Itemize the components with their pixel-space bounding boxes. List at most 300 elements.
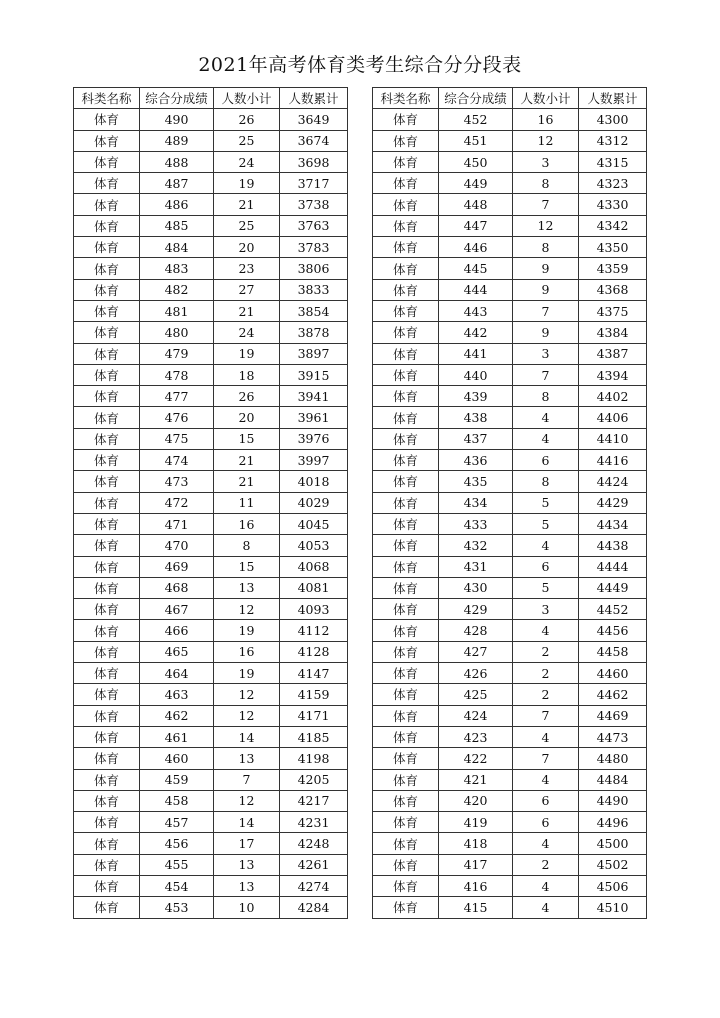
cell-cumulative: 4128 — [280, 641, 348, 662]
cell-cumulative: 4342 — [579, 215, 647, 236]
cell-cumulative: 4045 — [280, 513, 348, 534]
table-row — [74, 812, 348, 833]
cell-count: 7 — [513, 300, 579, 321]
table-row — [373, 215, 647, 236]
cell-count: 20 — [214, 407, 280, 428]
table-row — [373, 173, 647, 194]
cell-cumulative: 4449 — [579, 577, 647, 598]
cell-count: 16 — [214, 513, 280, 534]
table-row — [373, 556, 647, 577]
table-row — [74, 790, 348, 811]
cell-score: 417 — [439, 854, 513, 875]
table-row — [373, 386, 647, 407]
table-row — [373, 513, 647, 534]
cell-score: 489 — [140, 130, 214, 151]
cell-count: 8 — [214, 535, 280, 556]
table-row — [373, 620, 647, 641]
cell-category: 体育 — [373, 471, 439, 492]
cell-category: 体育 — [74, 492, 140, 513]
cell-cumulative: 4456 — [579, 620, 647, 641]
cell-cumulative: 3997 — [280, 450, 348, 471]
table-row — [74, 173, 348, 194]
cell-cumulative: 3783 — [280, 237, 348, 258]
table-row — [74, 492, 348, 513]
cell-count: 11 — [214, 492, 280, 513]
cell-category: 体育 — [74, 343, 140, 364]
cell-score: 433 — [439, 513, 513, 534]
cell-score: 426 — [439, 663, 513, 684]
cell-category: 体育 — [373, 258, 439, 279]
cell-cumulative: 4490 — [579, 790, 647, 811]
cell-category: 体育 — [373, 726, 439, 747]
cell-category: 体育 — [373, 875, 439, 896]
cell-count: 7 — [513, 194, 579, 215]
cell-cumulative: 3698 — [280, 151, 348, 172]
cell-category: 体育 — [373, 364, 439, 385]
cell-category: 体育 — [74, 407, 140, 428]
cell-count: 27 — [214, 279, 280, 300]
cell-count: 12 — [214, 705, 280, 726]
table-row — [74, 109, 348, 130]
cell-count: 13 — [214, 748, 280, 769]
cell-category: 体育 — [74, 258, 140, 279]
cell-count: 19 — [214, 620, 280, 641]
cell-cumulative: 4462 — [579, 684, 647, 705]
cell-count: 6 — [513, 790, 579, 811]
cell-cumulative: 4147 — [280, 663, 348, 684]
cell-cumulative: 4473 — [579, 726, 647, 747]
cell-category: 体育 — [74, 599, 140, 620]
table-row — [373, 577, 647, 598]
cell-category: 体育 — [373, 812, 439, 833]
table-row — [373, 343, 647, 364]
table-row — [74, 237, 348, 258]
cell-cumulative: 4029 — [280, 492, 348, 513]
header-count: 人数小计 — [513, 88, 579, 109]
cell-cumulative: 4480 — [579, 748, 647, 769]
table-row — [373, 790, 647, 811]
cell-cumulative: 4081 — [280, 577, 348, 598]
score-table-left — [73, 87, 348, 919]
cell-cumulative: 4496 — [579, 812, 647, 833]
cell-category: 体育 — [373, 407, 439, 428]
cell-cumulative: 4424 — [579, 471, 647, 492]
cell-count: 7 — [513, 748, 579, 769]
cell-count: 15 — [214, 556, 280, 577]
cell-count: 24 — [214, 151, 280, 172]
cell-cumulative: 4510 — [579, 897, 647, 918]
cell-count: 12 — [513, 215, 579, 236]
cell-score: 437 — [439, 428, 513, 449]
cell-count: 14 — [214, 812, 280, 833]
cell-score: 474 — [140, 450, 214, 471]
cell-count: 12 — [513, 130, 579, 151]
cell-count: 24 — [214, 322, 280, 343]
score-table-right — [372, 87, 647, 919]
cell-count: 12 — [214, 599, 280, 620]
table-row — [74, 726, 348, 747]
cell-category: 体育 — [373, 343, 439, 364]
cell-cumulative: 4053 — [280, 535, 348, 556]
table-row — [74, 535, 348, 556]
cell-score: 471 — [140, 513, 214, 534]
cell-count: 4 — [513, 428, 579, 449]
cell-cumulative: 4368 — [579, 279, 647, 300]
cell-cumulative: 4434 — [579, 513, 647, 534]
cell-count: 3 — [513, 151, 579, 172]
table-row — [373, 428, 647, 449]
cell-category: 体育 — [373, 450, 439, 471]
cell-cumulative: 4500 — [579, 833, 647, 854]
cell-score: 440 — [439, 364, 513, 385]
table-row — [74, 769, 348, 790]
cell-score: 434 — [439, 492, 513, 513]
cell-score: 441 — [439, 343, 513, 364]
table-row — [373, 322, 647, 343]
cell-count: 19 — [214, 173, 280, 194]
cell-category: 体育 — [373, 897, 439, 918]
table-row — [74, 407, 348, 428]
cell-score: 465 — [140, 641, 214, 662]
cell-score: 454 — [140, 875, 214, 896]
cell-category: 体育 — [74, 322, 140, 343]
cell-count: 17 — [214, 833, 280, 854]
cell-cumulative: 4429 — [579, 492, 647, 513]
cell-category: 体育 — [373, 599, 439, 620]
cell-count: 2 — [513, 854, 579, 875]
cell-category: 体育 — [74, 471, 140, 492]
header-count: 人数小计 — [214, 88, 280, 109]
cell-cumulative: 3649 — [280, 109, 348, 130]
cell-count: 2 — [513, 663, 579, 684]
cell-cumulative: 4416 — [579, 450, 647, 471]
cell-count: 5 — [513, 513, 579, 534]
cell-category: 体育 — [373, 492, 439, 513]
cell-count: 4 — [513, 897, 579, 918]
cell-score: 466 — [140, 620, 214, 641]
cell-score: 463 — [140, 684, 214, 705]
table-row — [74, 471, 348, 492]
table-row — [74, 364, 348, 385]
cell-category: 体育 — [373, 386, 439, 407]
cell-score: 442 — [439, 322, 513, 343]
cell-cumulative: 4402 — [579, 386, 647, 407]
cell-category: 体育 — [373, 109, 439, 130]
cell-cumulative: 3897 — [280, 343, 348, 364]
cell-category: 体育 — [74, 684, 140, 705]
cell-cumulative: 4093 — [280, 599, 348, 620]
cell-count: 4 — [513, 407, 579, 428]
cell-category: 体育 — [74, 300, 140, 321]
header-score: 综合分成绩 — [140, 88, 214, 109]
table-row — [74, 620, 348, 641]
cell-score: 458 — [140, 790, 214, 811]
table-row — [74, 875, 348, 896]
table-row — [373, 492, 647, 513]
header-cumulative: 人数累计 — [579, 88, 647, 109]
cell-score: 444 — [439, 279, 513, 300]
cell-category: 体育 — [373, 215, 439, 236]
cell-cumulative: 4312 — [579, 130, 647, 151]
cell-count: 23 — [214, 258, 280, 279]
cell-score: 473 — [140, 471, 214, 492]
cell-count: 8 — [513, 386, 579, 407]
cell-cumulative: 4284 — [280, 897, 348, 918]
table-row — [373, 875, 647, 896]
cell-cumulative: 4458 — [579, 641, 647, 662]
table-row — [74, 300, 348, 321]
table-row — [74, 513, 348, 534]
cell-score: 452 — [439, 109, 513, 130]
cell-category: 体育 — [74, 109, 140, 130]
cell-score: 425 — [439, 684, 513, 705]
cell-score: 490 — [140, 109, 214, 130]
cell-score: 450 — [439, 151, 513, 172]
cell-count: 25 — [214, 130, 280, 151]
cell-category: 体育 — [373, 663, 439, 684]
cell-count: 5 — [513, 492, 579, 513]
cell-category: 体育 — [74, 151, 140, 172]
cell-cumulative: 4359 — [579, 258, 647, 279]
cell-category: 体育 — [373, 748, 439, 769]
cell-count: 6 — [513, 812, 579, 833]
table-header-row — [373, 88, 647, 109]
cell-cumulative: 4469 — [579, 705, 647, 726]
cell-count: 10 — [214, 897, 280, 918]
cell-category: 体育 — [74, 428, 140, 449]
cell-score: 478 — [140, 364, 214, 385]
cell-category: 体育 — [74, 854, 140, 875]
cell-score: 482 — [140, 279, 214, 300]
cell-count: 4 — [513, 875, 579, 896]
table-row — [373, 833, 647, 854]
cell-count: 4 — [513, 535, 579, 556]
cell-count: 7 — [513, 705, 579, 726]
cell-cumulative: 4323 — [579, 173, 647, 194]
table-row — [74, 577, 348, 598]
cell-cumulative: 4438 — [579, 535, 647, 556]
cell-cumulative: 3806 — [280, 258, 348, 279]
header-category: 科类名称 — [373, 88, 439, 109]
cell-category: 体育 — [373, 237, 439, 258]
cell-count: 12 — [214, 684, 280, 705]
cell-score: 472 — [140, 492, 214, 513]
cell-score: 449 — [439, 173, 513, 194]
table-row — [74, 684, 348, 705]
cell-category: 体育 — [373, 769, 439, 790]
cell-category: 体育 — [74, 364, 140, 385]
cell-category: 体育 — [74, 450, 140, 471]
table-row — [373, 407, 647, 428]
cell-score: 419 — [439, 812, 513, 833]
cell-cumulative: 4394 — [579, 364, 647, 385]
cell-score: 427 — [439, 641, 513, 662]
cell-cumulative: 3717 — [280, 173, 348, 194]
table-row — [373, 854, 647, 875]
cell-score: 461 — [140, 726, 214, 747]
cell-cumulative: 3961 — [280, 407, 348, 428]
cell-cumulative: 4205 — [280, 769, 348, 790]
cell-category: 体育 — [373, 641, 439, 662]
table-row — [373, 535, 647, 556]
cell-count: 13 — [214, 854, 280, 875]
cell-cumulative: 3833 — [280, 279, 348, 300]
cell-cumulative: 4406 — [579, 407, 647, 428]
cell-score: 422 — [439, 748, 513, 769]
cell-score: 421 — [439, 769, 513, 790]
cell-cumulative: 4484 — [579, 769, 647, 790]
cell-count: 26 — [214, 386, 280, 407]
cell-count: 21 — [214, 450, 280, 471]
cell-count: 3 — [513, 599, 579, 620]
cell-category: 体育 — [373, 151, 439, 172]
cell-category: 体育 — [74, 215, 140, 236]
table-row — [74, 279, 348, 300]
cell-category: 体育 — [373, 322, 439, 343]
table-row — [373, 705, 647, 726]
cell-score: 483 — [140, 258, 214, 279]
cell-category: 体育 — [373, 556, 439, 577]
cell-category: 体育 — [373, 854, 439, 875]
cell-category: 体育 — [74, 173, 140, 194]
cell-cumulative: 4274 — [280, 875, 348, 896]
table-row — [373, 258, 647, 279]
cell-cumulative: 4452 — [579, 599, 647, 620]
cell-cumulative: 3763 — [280, 215, 348, 236]
cell-category: 体育 — [74, 663, 140, 684]
cell-category: 体育 — [373, 194, 439, 215]
cell-score: 457 — [140, 812, 214, 833]
table-row — [373, 599, 647, 620]
table-row — [373, 769, 647, 790]
cell-cumulative: 4185 — [280, 726, 348, 747]
cell-score: 460 — [140, 748, 214, 769]
cell-count: 9 — [513, 322, 579, 343]
cell-score: 469 — [140, 556, 214, 577]
cell-score: 487 — [140, 173, 214, 194]
cell-category: 体育 — [74, 386, 140, 407]
cell-score: 446 — [439, 237, 513, 258]
cell-score: 443 — [439, 300, 513, 321]
cell-count: 6 — [513, 450, 579, 471]
cell-category: 体育 — [74, 726, 140, 747]
table-row — [373, 279, 647, 300]
cell-score: 470 — [140, 535, 214, 556]
cell-cumulative: 4159 — [280, 684, 348, 705]
cell-cumulative: 4315 — [579, 151, 647, 172]
table-row — [373, 109, 647, 130]
cell-score: 424 — [439, 705, 513, 726]
cell-score: 448 — [439, 194, 513, 215]
cell-category: 体育 — [373, 173, 439, 194]
table-row — [74, 833, 348, 854]
cell-category: 体育 — [373, 705, 439, 726]
cell-score: 459 — [140, 769, 214, 790]
cell-category: 体育 — [373, 279, 439, 300]
cell-category: 体育 — [373, 300, 439, 321]
cell-score: 447 — [439, 215, 513, 236]
cell-count: 19 — [214, 343, 280, 364]
cell-score: 431 — [439, 556, 513, 577]
cell-score: 455 — [140, 854, 214, 875]
cell-score: 464 — [140, 663, 214, 684]
cell-score: 436 — [439, 450, 513, 471]
table-row — [74, 748, 348, 769]
table-row — [373, 726, 647, 747]
cell-cumulative: 4112 — [280, 620, 348, 641]
cell-category: 体育 — [373, 684, 439, 705]
cell-category: 体育 — [74, 535, 140, 556]
cell-cumulative: 4261 — [280, 854, 348, 875]
cell-score: 462 — [140, 705, 214, 726]
table-row — [74, 428, 348, 449]
cell-cumulative: 4350 — [579, 237, 647, 258]
table-row — [373, 812, 647, 833]
cell-cumulative: 4387 — [579, 343, 647, 364]
table-row — [373, 748, 647, 769]
cell-cumulative: 4248 — [280, 833, 348, 854]
cell-score: 481 — [140, 300, 214, 321]
cell-score: 415 — [439, 897, 513, 918]
cell-score: 438 — [439, 407, 513, 428]
cell-category: 体育 — [373, 790, 439, 811]
table-row — [373, 684, 647, 705]
cell-category: 体育 — [373, 833, 439, 854]
cell-cumulative: 4444 — [579, 556, 647, 577]
cell-cumulative: 4330 — [579, 194, 647, 215]
cell-count: 15 — [214, 428, 280, 449]
cell-cumulative: 4018 — [280, 471, 348, 492]
table-row — [74, 258, 348, 279]
cell-count: 7 — [513, 364, 579, 385]
cell-category: 体育 — [373, 535, 439, 556]
cell-count: 4 — [513, 769, 579, 790]
cell-count: 25 — [214, 215, 280, 236]
cell-cumulative: 4171 — [280, 705, 348, 726]
cell-count: 8 — [513, 471, 579, 492]
cell-category: 体育 — [74, 748, 140, 769]
table-row — [74, 897, 348, 918]
table-row — [373, 663, 647, 684]
cell-count: 4 — [513, 620, 579, 641]
table-row — [74, 705, 348, 726]
cell-count: 21 — [214, 194, 280, 215]
cell-count: 5 — [513, 577, 579, 598]
cell-category: 体育 — [74, 769, 140, 790]
cell-score: 475 — [140, 428, 214, 449]
cell-category: 体育 — [373, 620, 439, 641]
cell-count: 2 — [513, 641, 579, 662]
cell-score: 468 — [140, 577, 214, 598]
cell-count: 26 — [214, 109, 280, 130]
table-row — [373, 471, 647, 492]
cell-category: 体育 — [74, 556, 140, 577]
cell-count: 2 — [513, 684, 579, 705]
cell-score: 453 — [140, 897, 214, 918]
cell-count: 16 — [513, 109, 579, 130]
cell-count: 13 — [214, 577, 280, 598]
cell-count: 6 — [513, 556, 579, 577]
table-header-row — [74, 88, 348, 109]
cell-score: 451 — [439, 130, 513, 151]
table-row — [74, 343, 348, 364]
cell-category: 体育 — [74, 194, 140, 215]
cell-category: 体育 — [74, 130, 140, 151]
table-row — [74, 386, 348, 407]
cell-score: 416 — [439, 875, 513, 896]
header-score: 综合分成绩 — [439, 88, 513, 109]
cell-cumulative: 4375 — [579, 300, 647, 321]
